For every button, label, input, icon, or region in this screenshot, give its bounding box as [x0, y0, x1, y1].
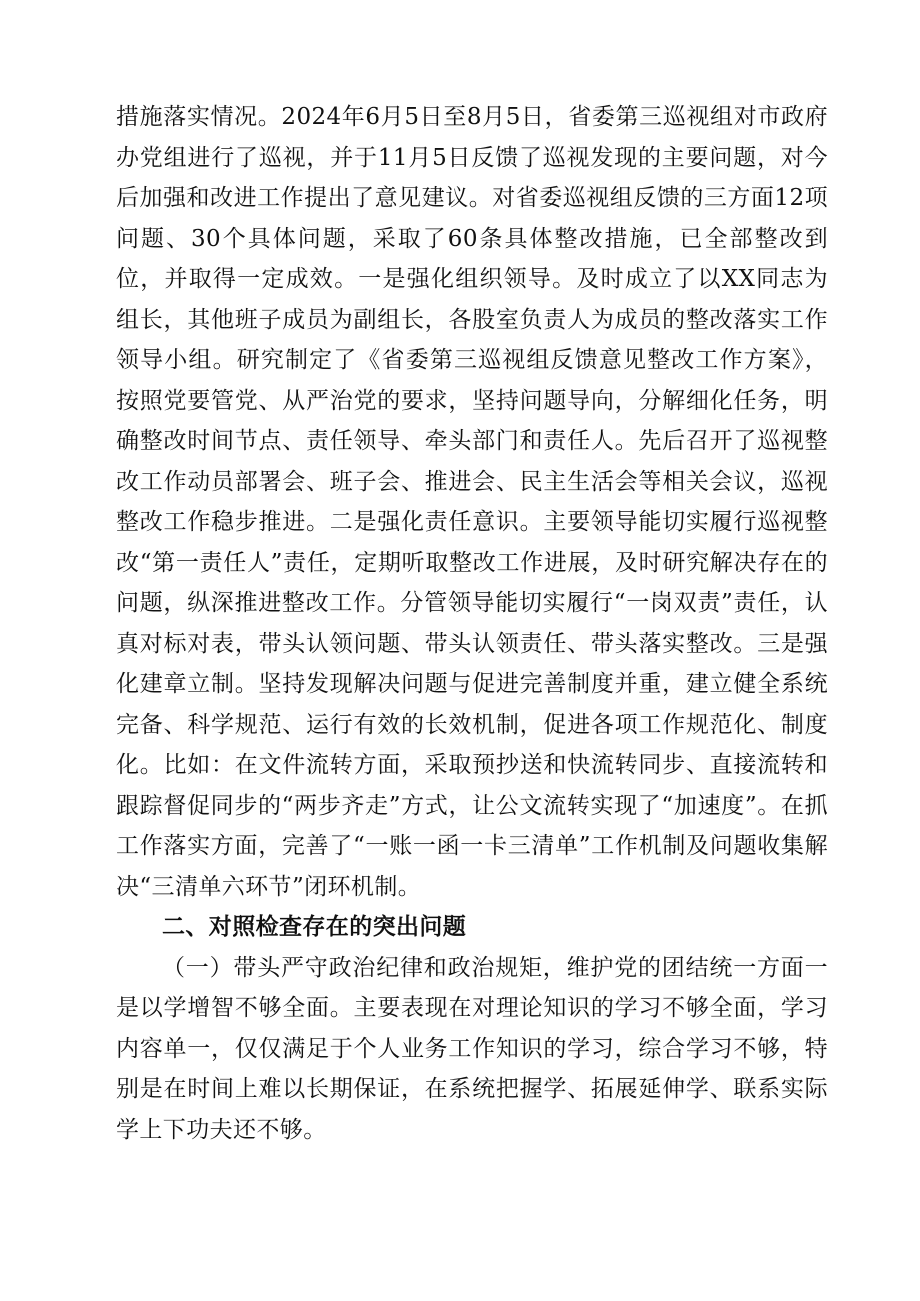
- document-body: [116, 97, 828, 1150]
- section-heading-2: 二、对照检查存在的突出问题: [162, 914, 467, 940]
- paragraph-political-discipline: （一）带头严守政治纪律和政治规矩，维护党的团结统一方面一是以学增智不够全面。主要表现在对理论知识的学习不够全面，学习内容单一，仅仅满足于个人业务工作知识的学习，综合学习不够，特别是在时间上难以长期保证，在系统把握学、拓展延伸学、联系实际学上下功夫还不够。: [116, 954, 828, 1143]
- paragraph-rectification-measures: 措施落实情况。2024年6月5日至8月5日，省委第三巡视组对市政府办党组进行了巡视，并于11月5日反馈了巡视发现的主要问题，对今后加强和改进工作提出了意见建议。对省委巡视组反馈的三方面12项问题、30个具体问题，采取了60条具体整改措施，已全部整改到位，并取得一定成效。一是强化组织领导。及时成立了以XX同志为组长，其他班子成员为副组长，各股室负责人为成员的整改落实工作领导小组。研究制定了《省委第三巡视组反馈意见整改工作方案》，按照党要管党、从严治党的要求，坚持问题导向，分解细化任务，明确整改时间节点、责任领导、牵头部门和责任人。先后召开了巡视整改工作动员部署会、班子会、推进会、民主生活会等相关会议，巡视整改工作稳步推进。二是强化责任意识。主要领导能切实履行巡视整改“第一责任人”责任，定期听取整改工作进展，及时研究解决存在的问题，纵深推进整改工作。分管领导能切实履行“一岗双责”责任，认真对标对表，带头认领问题、带头认领责任、带头落实整改。三是强化建章立制。坚持发现解决问题与促进完善制度并重，建立健全系统完备、科学规范、运行有效的长效机制，促进各项工作规范化、制度化。比如：在文件流转方面，采取预抄送和快流转同步、直接流转和跟踪督促同步的“两步齐走”方式，让公文流转实现了“加速度”。在抓工作落实方面，完善了“一账一函一卡三清单”工作机制及问题收集解决“三清单六环节”闭环机制。: [116, 104, 828, 900]
